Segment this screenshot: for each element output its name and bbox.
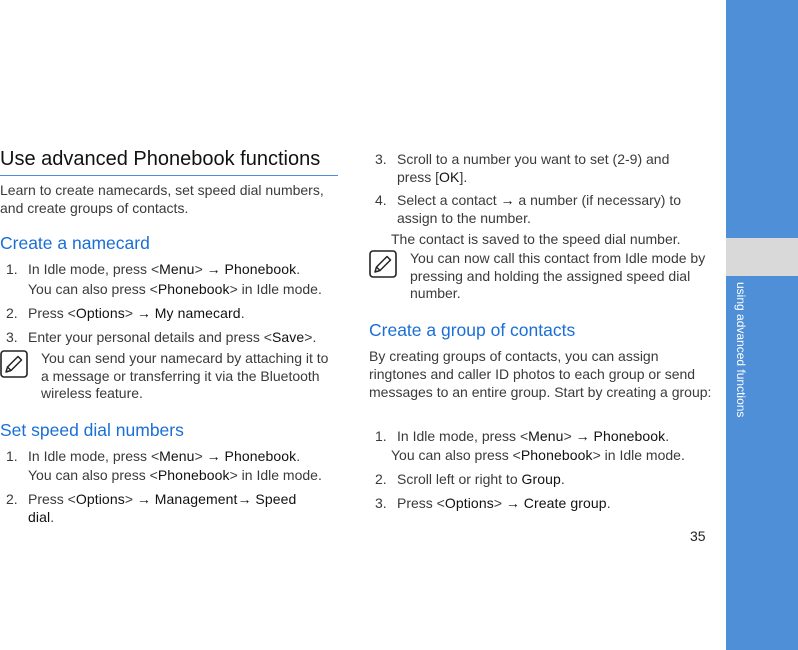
arrow-icon: → [136,491,151,507]
key-label: Speed [255,491,297,507]
step-part: > [124,305,137,321]
group-intro-text: By creating groups of contacts, you can assign ringtones and caller ID photos to each group or send messages to an entire group. Start by creating a group: [369,348,712,400]
step-part: > [194,448,207,464]
key-label: Menu [528,428,564,444]
key-label: Phonebook [593,428,666,444]
step-number: 2. [6,305,18,321]
list-item [6,490,338,530]
step-part: Scroll left or right to [397,471,522,487]
step-part: Press < [28,305,76,321]
step-subtext [391,446,685,464]
key-label: Menu [159,261,195,277]
note-pencil-icon [0,350,28,378]
step-text [28,328,316,346]
key-label: Phonebook [520,447,593,463]
step-part: Press < [28,491,76,507]
step-part: . [296,261,301,277]
step-part: > [563,428,576,444]
page-number: 35 [690,528,706,544]
key-label: Phonebook [224,261,297,277]
step-part: . [665,428,670,444]
step-text-cont: assign to the number. [397,210,531,226]
step-text [28,304,245,322]
arrow-icon: → [575,428,590,444]
step-part: > [194,261,207,277]
step-part: > [124,491,137,507]
key-label: Phonebook [157,281,230,297]
step-subtext [28,466,322,484]
key-label: Phonebook [157,467,230,483]
step-text [397,191,681,209]
step-number: 1. [6,261,18,277]
arrow-icon: → [206,261,221,277]
arrow-icon: → [206,448,221,464]
step-text [397,494,611,512]
step-number: 1. [6,448,18,464]
step-text [28,260,300,278]
heading-create-namecard: Create a namecard [0,233,150,253]
step-part: > in Idle mode. [592,447,685,463]
key-label: Options [75,491,125,507]
step-part: ]. [459,169,468,185]
heading-speed-dial: Set speed dial numbers [0,420,184,440]
step-part: Enter your personal details and press < [28,329,272,345]
list-item [375,191,711,229]
key-label: My namecard [154,305,241,321]
step-number: 2. [6,491,18,507]
note-text: You can now call this contact from Idle mode by pressing and holding the assigned speed dial number. [410,250,706,301]
step-part: . [240,305,245,321]
note-text: You can send your namecard by attaching it to a message or transferring it via the Bluetooth wireless feature. [41,350,329,401]
note-box [369,250,714,306]
step-part: Press < [397,495,445,511]
step-part: > in Idle mode. [229,281,322,297]
step-text-cont [397,168,467,186]
key-label: Save [271,329,305,345]
step-text [28,447,300,465]
step-part: You can also press < [28,467,158,483]
step-text-cont [28,508,54,526]
step-subtext [28,280,322,298]
step-part: In Idle mode, press < [397,428,529,444]
step-number: 4. [375,192,387,208]
step-part: In Idle mode, press < [28,261,160,277]
key-label: Phonebook [224,448,297,464]
note-box [0,350,340,406]
step-text [397,470,565,488]
key-label: dial [28,509,51,525]
step-part: In Idle mode, press < [28,448,160,464]
section-label: using advanced functions [734,282,748,418]
step-text: Scroll to a number you want to set (2-9) and [397,151,670,167]
arrow-icon: → [505,495,520,511]
step-text [28,490,296,508]
arrow-icon: → [237,491,252,507]
key-label: OK [439,169,460,185]
step-text [397,427,669,445]
title-rule [0,175,338,176]
step-part: . [560,471,565,487]
key-label: Options [444,495,494,511]
key-label: Menu [159,448,195,464]
step-number: 3. [375,495,387,511]
key-label: Group [521,471,561,487]
key-label: Management [154,491,238,507]
intro-text: Learn to create namecards, set speed dial numbers, and create groups of contacts. [0,182,324,216]
step-part: > in Idle mode. [229,467,322,483]
arrow-icon: → [136,305,151,321]
step-number: 3. [375,151,387,167]
step-number: 2. [375,471,387,487]
note-pencil-icon [369,250,397,278]
step-part: Select a contact [397,192,501,208]
step-part: . [296,448,301,464]
step-part: press [ [397,169,440,185]
step-part: . [50,509,55,525]
page-title: Use advanced Phonebook functions [0,148,321,170]
step-part: . [606,495,611,511]
step-part: You can also press < [391,447,521,463]
arrow-icon: → [500,192,515,208]
step-part: >. [304,329,317,345]
key-label: Create group [523,495,607,511]
section-tab [726,238,798,276]
heading-create-group: Create a group of contacts [369,320,576,340]
step-part: > [493,495,506,511]
step-part: a number (if necessary) to [514,192,682,208]
list-item [375,150,711,188]
step-number: 1. [375,428,387,444]
key-label: Options [75,305,125,321]
step-part: You can also press < [28,281,158,297]
step-number: 3. [6,329,18,345]
step-subtext: The contact is saved to the speed dial number. [391,231,681,247]
